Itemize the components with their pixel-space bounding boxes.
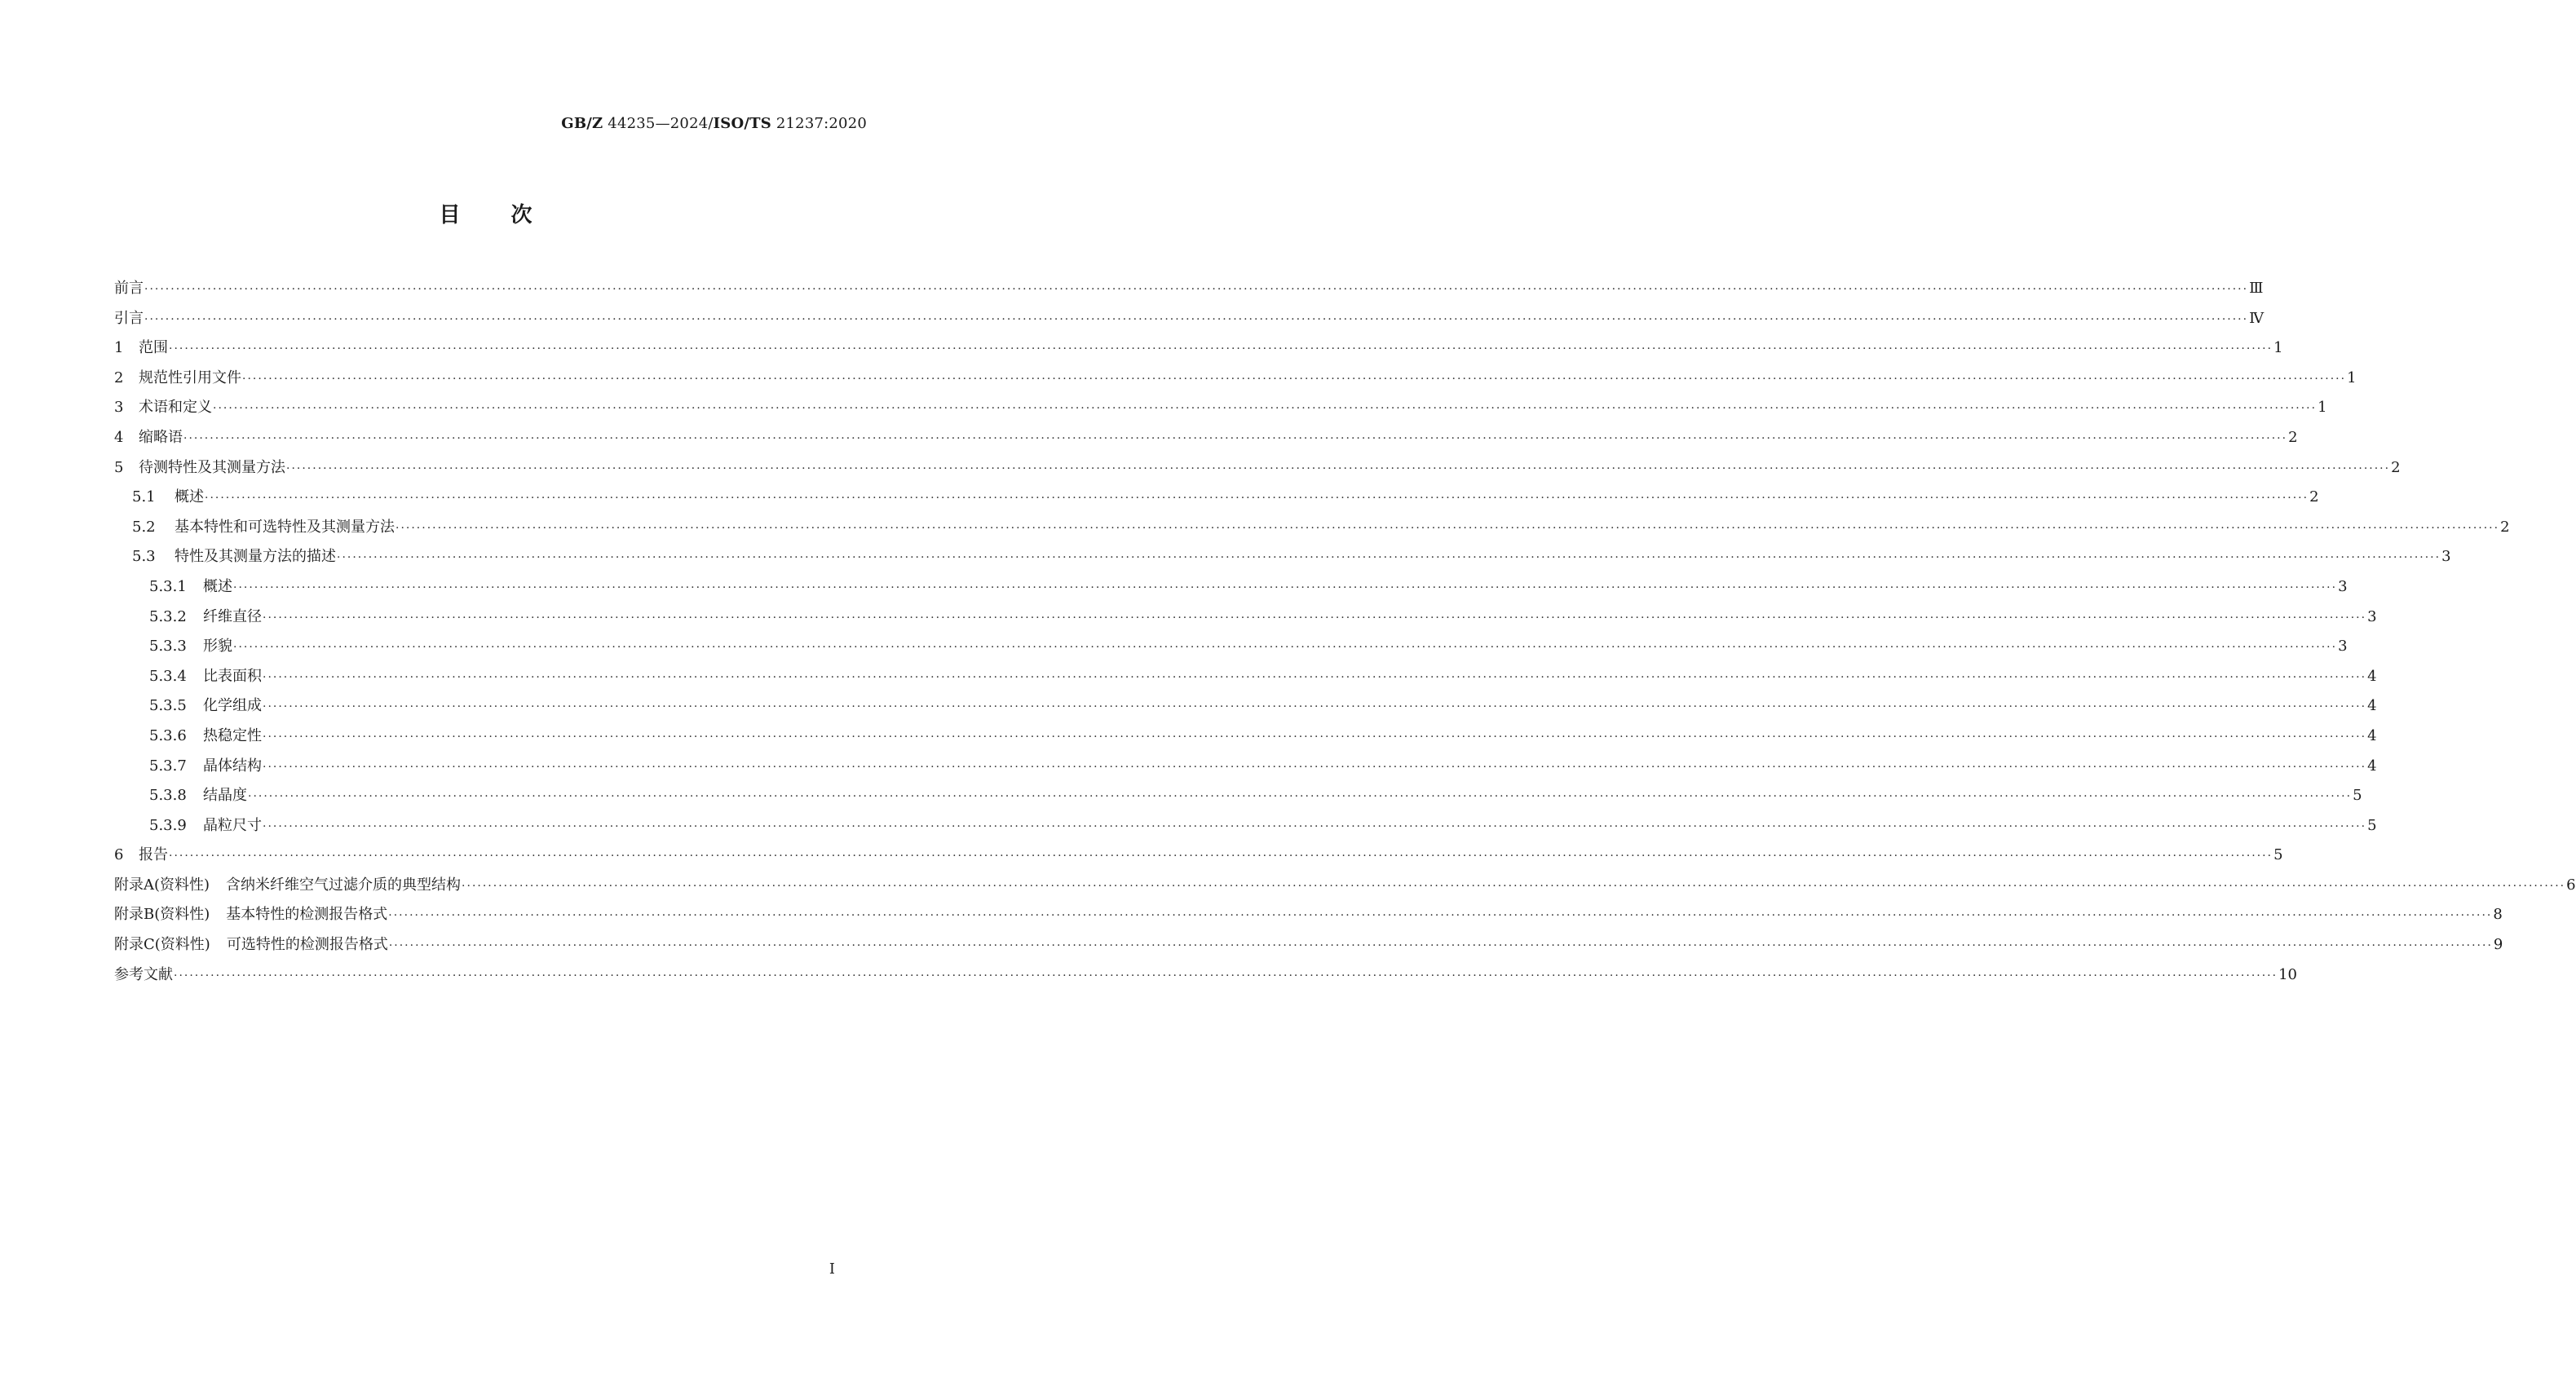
standard-number xyxy=(561,115,867,132)
toc-entry[interactable] xyxy=(114,960,2297,991)
toc-entry-label: 范围 xyxy=(139,339,168,357)
toc-entry-number: 附录A(资料性) xyxy=(114,876,210,894)
toc-leader-dots: ················································································································································································································································································································································································································ xyxy=(263,700,2367,714)
toc-entry-title xyxy=(149,603,262,633)
toc-entry-page: Ⅳ xyxy=(2249,309,2264,327)
toc-entry-title xyxy=(132,513,395,543)
toc-entry-label: 报告 xyxy=(139,846,168,864)
toc-entry-label: 基本特性的检测报告格式 xyxy=(226,906,388,924)
toc-entry-page: 2 xyxy=(2500,518,2510,536)
toc-leader-dots: ················································································································································································································································································································································································································ xyxy=(233,641,2338,655)
toc-entry-title xyxy=(114,274,144,304)
toc-entry-title xyxy=(149,722,262,752)
toc-entry-number: 5 xyxy=(114,458,124,476)
toc-entry-page: 3 xyxy=(2367,607,2377,625)
toc-entry-label: 化学组成 xyxy=(203,697,262,715)
toc-entry-number: 5.3.6 xyxy=(149,726,187,744)
toc-entry-title xyxy=(114,841,168,871)
toc-entry-title xyxy=(149,632,232,662)
toc-entry-page: 9 xyxy=(2493,936,2503,954)
toc-entry-label: 形貌 xyxy=(203,638,232,656)
toc-entry-page: 6 xyxy=(2566,876,2576,894)
toc-entry[interactable] xyxy=(114,572,2348,603)
toc-entry-page: 1 xyxy=(2347,369,2357,386)
toc-entry-title xyxy=(149,781,247,811)
toc-entry-label: 比表面积 xyxy=(203,667,262,685)
toc-entry[interactable] xyxy=(114,781,2362,811)
toc-leader-dots: ················································································································································································································································································································································································································ xyxy=(205,492,2309,505)
toc-entry-title xyxy=(114,393,212,423)
standard-prefix: GB/Z xyxy=(561,115,603,132)
standard-iso-number: 21237:2020 xyxy=(771,115,867,132)
toc-entry-number: 5.3 xyxy=(132,548,156,566)
toc-entry[interactable] xyxy=(114,900,2503,930)
toc-leader-dots: ················································································································································································································································································································································································································ xyxy=(213,402,2318,416)
toc-leader-dots: ················································································································································································································································································································································································································ xyxy=(263,670,2367,684)
toc-entry-number: 5.2 xyxy=(132,518,156,536)
toc-entry[interactable] xyxy=(114,333,2283,364)
toc-entry-title xyxy=(114,930,388,960)
toc-entry[interactable] xyxy=(114,304,2264,334)
toc-entry[interactable] xyxy=(114,274,2264,304)
toc-leader-dots: ················································································································································································································································································································································································································ xyxy=(462,879,2566,893)
toc-entry[interactable] xyxy=(114,722,2377,752)
toc-leader-dots: ················································································································································································································································································································································································································ xyxy=(248,790,2353,804)
toc-entry[interactable] xyxy=(114,513,2510,543)
toc-leader-dots: ················································································································································································································································································································································································································ xyxy=(286,461,2391,475)
toc-entry-page: 1 xyxy=(2273,339,2283,357)
toc-leader-dots: ················································································································································································································································································································································································································ xyxy=(388,939,2493,953)
toc-entry-label: 晶粒尺寸 xyxy=(203,816,262,834)
toc-leader-dots: ················································································································································································································································································································································································································ xyxy=(337,551,2441,565)
toc-leader-dots: ················································································································································································································································································································································································································ xyxy=(388,909,2493,923)
toc-entry-label: 术语和定义 xyxy=(139,399,212,417)
toc-entry-number: 6 xyxy=(114,846,124,864)
toc-entry-title xyxy=(114,453,285,483)
toc-entry-page: 4 xyxy=(2367,697,2377,715)
toc-leader-dots: ················································································································································································································································································································································································································ xyxy=(233,581,2338,594)
toc-entry-title xyxy=(132,542,336,572)
toc-entry-title xyxy=(132,483,204,513)
toc-entry-label: 基本特性和可选特性及其测量方法 xyxy=(175,518,395,536)
toc-entry-label: 引言 xyxy=(114,309,144,327)
toc-entry-title xyxy=(114,423,183,453)
toc-entry-number: 附录B(资料性) xyxy=(114,906,210,924)
toc-leader-dots: ················································································································································································································································································································································································································ xyxy=(242,372,2347,386)
toc-entry-page: 4 xyxy=(2367,726,2377,744)
toc-entry[interactable] xyxy=(114,393,2327,423)
toc-entry-number: 附录C(资料性) xyxy=(114,936,210,954)
toc-entry-title xyxy=(114,900,387,930)
toc-entry-title xyxy=(114,960,173,991)
toc-entry[interactable] xyxy=(114,364,2357,394)
toc-leader-dots: ················································································································································································································································································································································································································ xyxy=(263,730,2367,744)
standard-iso-prefix: ISO/TS xyxy=(713,115,771,132)
toc-entry-number: 5.3.2 xyxy=(149,607,187,625)
toc-leader-dots: ················································································································································································································································································································································································································ xyxy=(144,283,2249,296)
toc-entry-number: 5.3.9 xyxy=(149,816,187,834)
toc-entry-number: 5.1 xyxy=(132,488,156,506)
toc-leader-dots: ················································································································································································································································································································································································································ xyxy=(169,342,2273,356)
toc-leader-dots: ················································································································································································································································································································································································································ xyxy=(169,850,2273,863)
toc-entry-label: 纤维直径 xyxy=(203,607,262,625)
toc-entry-page: 5 xyxy=(2367,816,2377,834)
toc-entry[interactable] xyxy=(114,483,2319,513)
toc-entry-title xyxy=(149,752,262,782)
toc-entry-label: 缩略语 xyxy=(139,428,183,446)
toc-leader-dots: ················································································································································································································································································································································································································ xyxy=(395,521,2500,535)
toc-entry-page: 2 xyxy=(2288,428,2298,446)
toc-entry[interactable] xyxy=(114,871,2576,901)
toc-leader-dots: ················································································································································································································································································································································································································ xyxy=(183,431,2288,445)
toc-leader-dots: ················································································································································································································································································································································································································ xyxy=(263,611,2367,625)
toc-entry-page: 3 xyxy=(2338,577,2348,595)
toc-entry[interactable] xyxy=(114,453,2401,483)
toc-entry-title xyxy=(149,572,232,603)
toc-entry-label: 概述 xyxy=(175,488,204,506)
toc-entry-number: 5.3.8 xyxy=(149,787,187,805)
toc-entry-number: 1 xyxy=(114,339,124,357)
toc-entry-label: 规范性引用文件 xyxy=(139,369,241,386)
toc-entry-number: 3 xyxy=(114,399,124,417)
toc-entry-page: 4 xyxy=(2367,667,2377,685)
toc-entry[interactable] xyxy=(114,752,2377,782)
toc-entry-title xyxy=(149,691,262,722)
toc-entry-page: 4 xyxy=(2367,757,2377,775)
toc-entry[interactable] xyxy=(114,691,2377,722)
toc-leader-dots: ················································································································································································································································································································································································································ xyxy=(263,760,2367,774)
toc-entry[interactable] xyxy=(114,632,2348,662)
toc-entry-page: 2 xyxy=(2391,458,2401,476)
toc-entry-page: 5 xyxy=(2273,846,2283,864)
toc-leader-dots: ················································································································································································································································································································································································································ xyxy=(263,819,2367,833)
toc-entry-page: 5 xyxy=(2353,787,2362,805)
toc-entry-title xyxy=(114,333,168,364)
toc-entry-label: 可选特性的检测报告格式 xyxy=(226,936,388,954)
toc-entry[interactable] xyxy=(114,423,2298,453)
toc-entry-page: 3 xyxy=(2338,638,2348,656)
toc-entry-page: Ⅲ xyxy=(2249,280,2264,297)
toc-entry-title xyxy=(114,871,461,901)
toc-entry-page: 3 xyxy=(2441,548,2451,566)
toc-leader-dots: ················································································································································································································································································································································································································ xyxy=(174,969,2278,982)
toc-entry-label: 参考文献 xyxy=(114,965,173,983)
toc-entry-page: 2 xyxy=(2309,488,2319,506)
toc-entry[interactable] xyxy=(114,930,2503,960)
toc-entry-label: 前言 xyxy=(114,280,144,297)
toc-entry-label: 晶体结构 xyxy=(203,757,262,775)
toc-entry-title xyxy=(149,662,262,692)
toc-entry[interactable] xyxy=(114,841,2283,871)
toc-entry-label: 含纳米纤维空气过滤介质的典型结构 xyxy=(226,876,462,894)
toc-entry-page: 10 xyxy=(2278,965,2297,983)
toc-entry-number: 5.3.3 xyxy=(149,638,187,656)
toc-entry-title xyxy=(149,811,262,841)
toc-entry-title xyxy=(114,304,144,334)
toc-entry-page: 1 xyxy=(2318,399,2327,417)
toc-entry[interactable] xyxy=(114,811,2377,841)
toc-entry-number: 2 xyxy=(114,369,124,386)
toc-entry-number: 5.3.4 xyxy=(149,667,187,685)
toc-entry-label: 待测特性及其测量方法 xyxy=(139,458,285,476)
toc-entry-number: 5.3.5 xyxy=(149,697,187,715)
toc-leader-dots: ················································································································································································································································································································································································································ xyxy=(144,312,2249,326)
page-number: I xyxy=(828,1260,835,1278)
toc-entry-page: 8 xyxy=(2493,906,2503,924)
toc-entry-number: 4 xyxy=(114,428,124,446)
table-of-contents xyxy=(114,274,2576,990)
toc-entry-number: 5.3.7 xyxy=(149,757,187,775)
toc-entry-title xyxy=(114,364,241,394)
toc-entry-number: 5.3.1 xyxy=(149,577,187,595)
toc-entry[interactable] xyxy=(114,662,2377,692)
toc-entry-label: 概述 xyxy=(203,577,232,595)
toc-entry[interactable] xyxy=(114,603,2377,633)
standard-number-year: 44235—2024/ xyxy=(603,115,714,132)
toc-entry[interactable] xyxy=(114,542,2451,572)
toc-entry-label: 特性及其测量方法的描述 xyxy=(175,548,336,566)
toc-entry-label: 热稳定性 xyxy=(203,726,262,744)
toc-entry-label: 结晶度 xyxy=(203,787,247,805)
page-title: 目次 xyxy=(439,203,583,227)
